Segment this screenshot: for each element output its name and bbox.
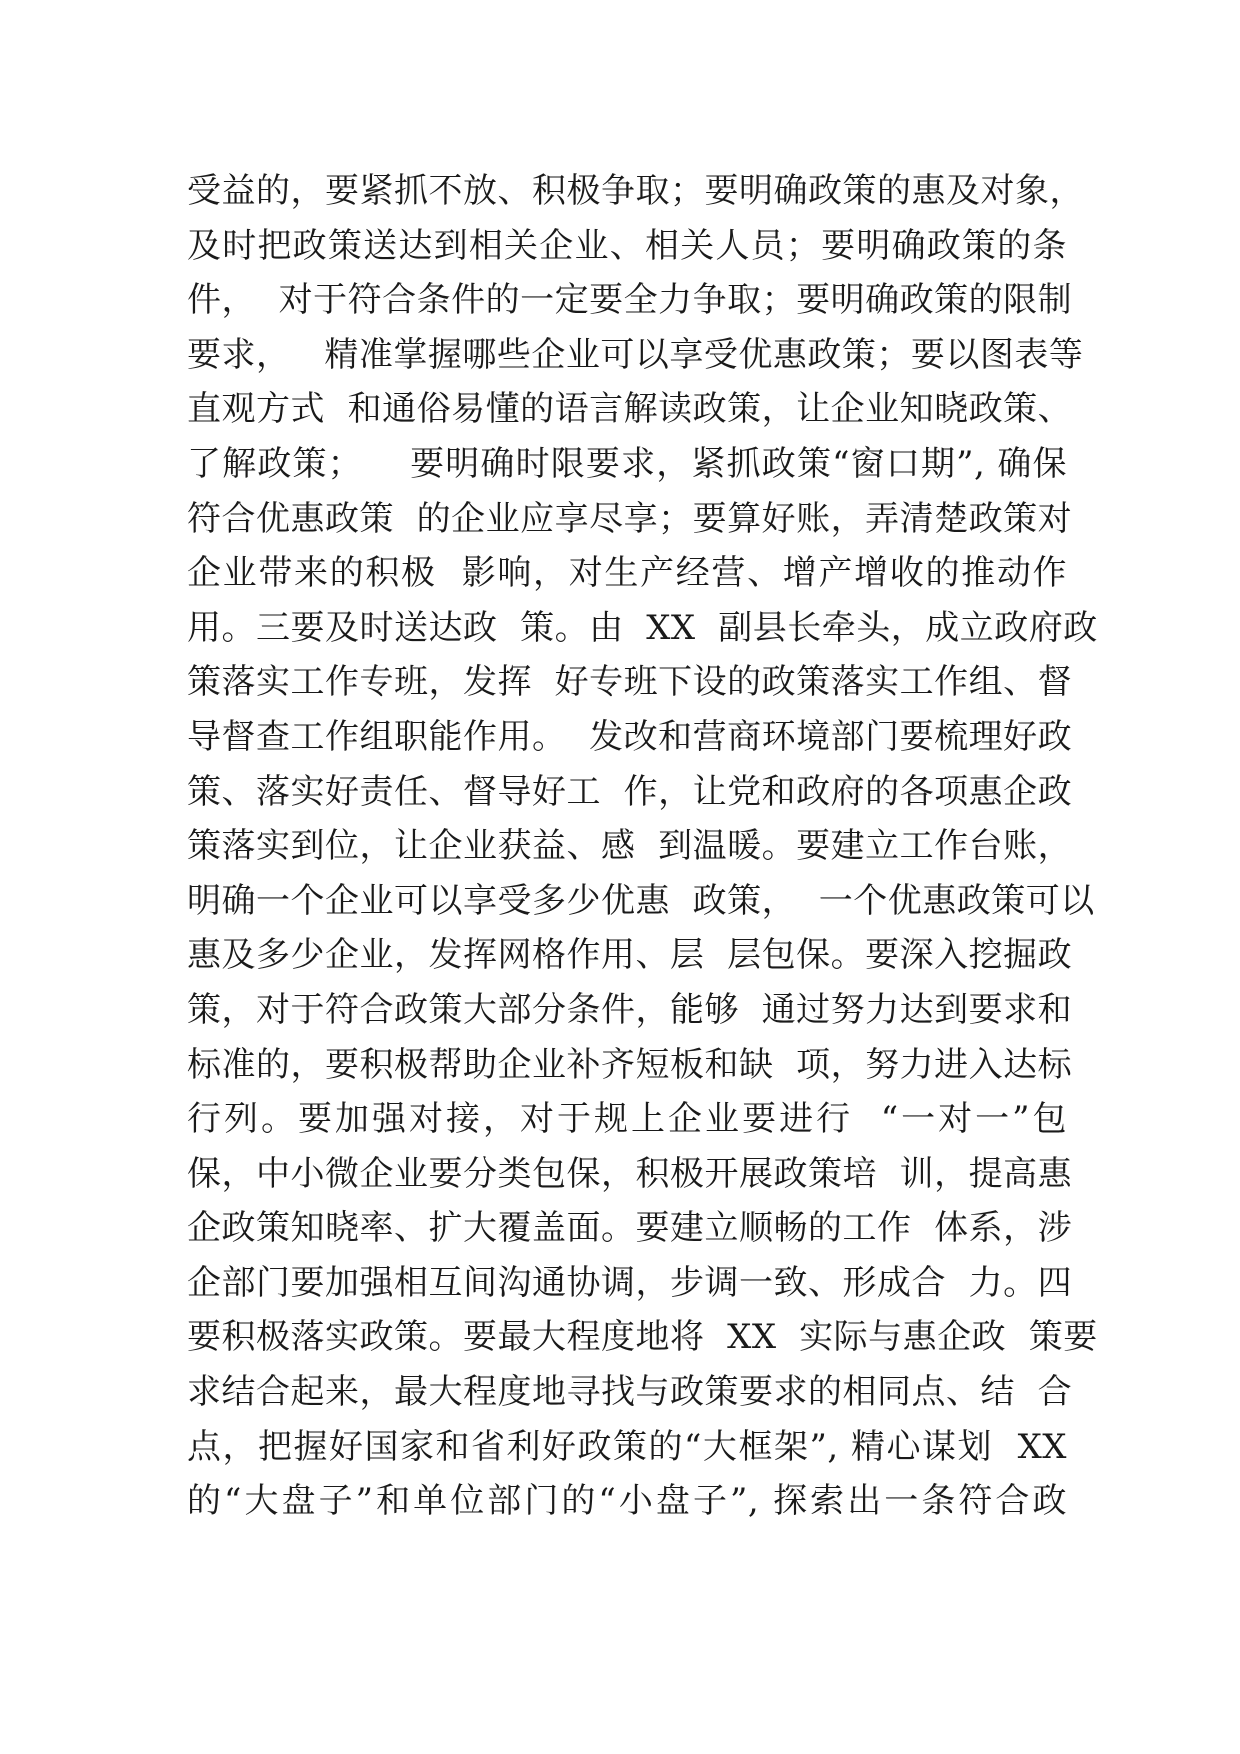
text-line: 及时把政策送达到相关企业、相关人员；要明确政策的条 <box>187 225 1067 266</box>
text-line: 策，对于符合政策大部分条件，能够 通过努力达到要求和 <box>187 989 1073 1030</box>
text-line: 企部门要加强相互间沟通协调，步调一致、形成合 力。四 <box>187 1262 1073 1303</box>
text-line: 标准的，要积极帮助企业补齐短板和缺 项，努力进入达标 <box>187 1044 1073 1085</box>
text-line: 策落实到位，让企业获益、感 到温暖。要建立工作台账， <box>187 826 1073 867</box>
text-line: 导督查工作组职能作用。 发改和营商环境部门要梳理好政 <box>187 716 1073 757</box>
text-line: 企政策知晓率、扩大覆盖面。要建立顺畅的工作 体系，涉 <box>187 1208 1073 1249</box>
text-line: 用。三要及时送达政 策。由 XX 副县长牵头，成立政府政 <box>187 607 1098 648</box>
text-line: 直观方式 和通俗易懂的语言解读政策，让企业知晓政策、 <box>187 389 1073 430</box>
text-line: 明确一个企业可以享受多少优惠 政策， 一个优惠政策可以 <box>187 880 1095 921</box>
text-line: 策落实工作专班，发挥 好专班下设的政策落实工作组、督 <box>187 662 1073 703</box>
text-line: 企业带来的积极 影响，对生产经营、增产增收的推动作 <box>187 553 1067 594</box>
text-line: 求结合起来，最大程度地寻找与政策要求的相同点、结 合 <box>187 1372 1073 1413</box>
text-line: 策、落实好责任、督导好工 作，让党和政府的各项惠企政 <box>187 771 1073 812</box>
body-text <box>187 164 1098 1529</box>
text-line: 件， 对于符合条件的一定要全力争取；要明确政策的限制 <box>187 280 1073 321</box>
text-line: 受益的，要紧抓不放、积极争取；要明确政策的惠及对象， <box>187 171 1084 211</box>
text-line: 的“大盘子”和单位部门的“小盘子”, 探索出一条符合政 <box>187 1481 1067 1522</box>
text-line: 保，中小微企业要分类包保，积极开展政策培 训，提高惠 <box>187 1153 1073 1194</box>
text-line: 点，把握好国家和省利好政策的“大框架”, 精心谋划 XX <box>187 1426 1067 1467</box>
text-line: 了解政策； 要明确时限要求，紧抓政策“窗口期”, 确保 <box>187 443 1067 484</box>
text-line: 惠及多少企业，发挥网格作用、层 层包保。要深入挖掘政 <box>187 935 1073 976</box>
text-line: 行列。要加强对接，对于规上企业要进行 “一对一”包 <box>187 1099 1067 1140</box>
text-line: 要积极落实政策。要最大程度地将 XX 实际与惠企政 策要 <box>187 1317 1098 1358</box>
text-line: 要求， 精准掌握哪些企业可以享受优惠政策；要以图表等 <box>187 334 1084 375</box>
text-line: 符合优惠政策 的企业应享尽享；要算好账，弄清楚政策对 <box>187 498 1073 539</box>
